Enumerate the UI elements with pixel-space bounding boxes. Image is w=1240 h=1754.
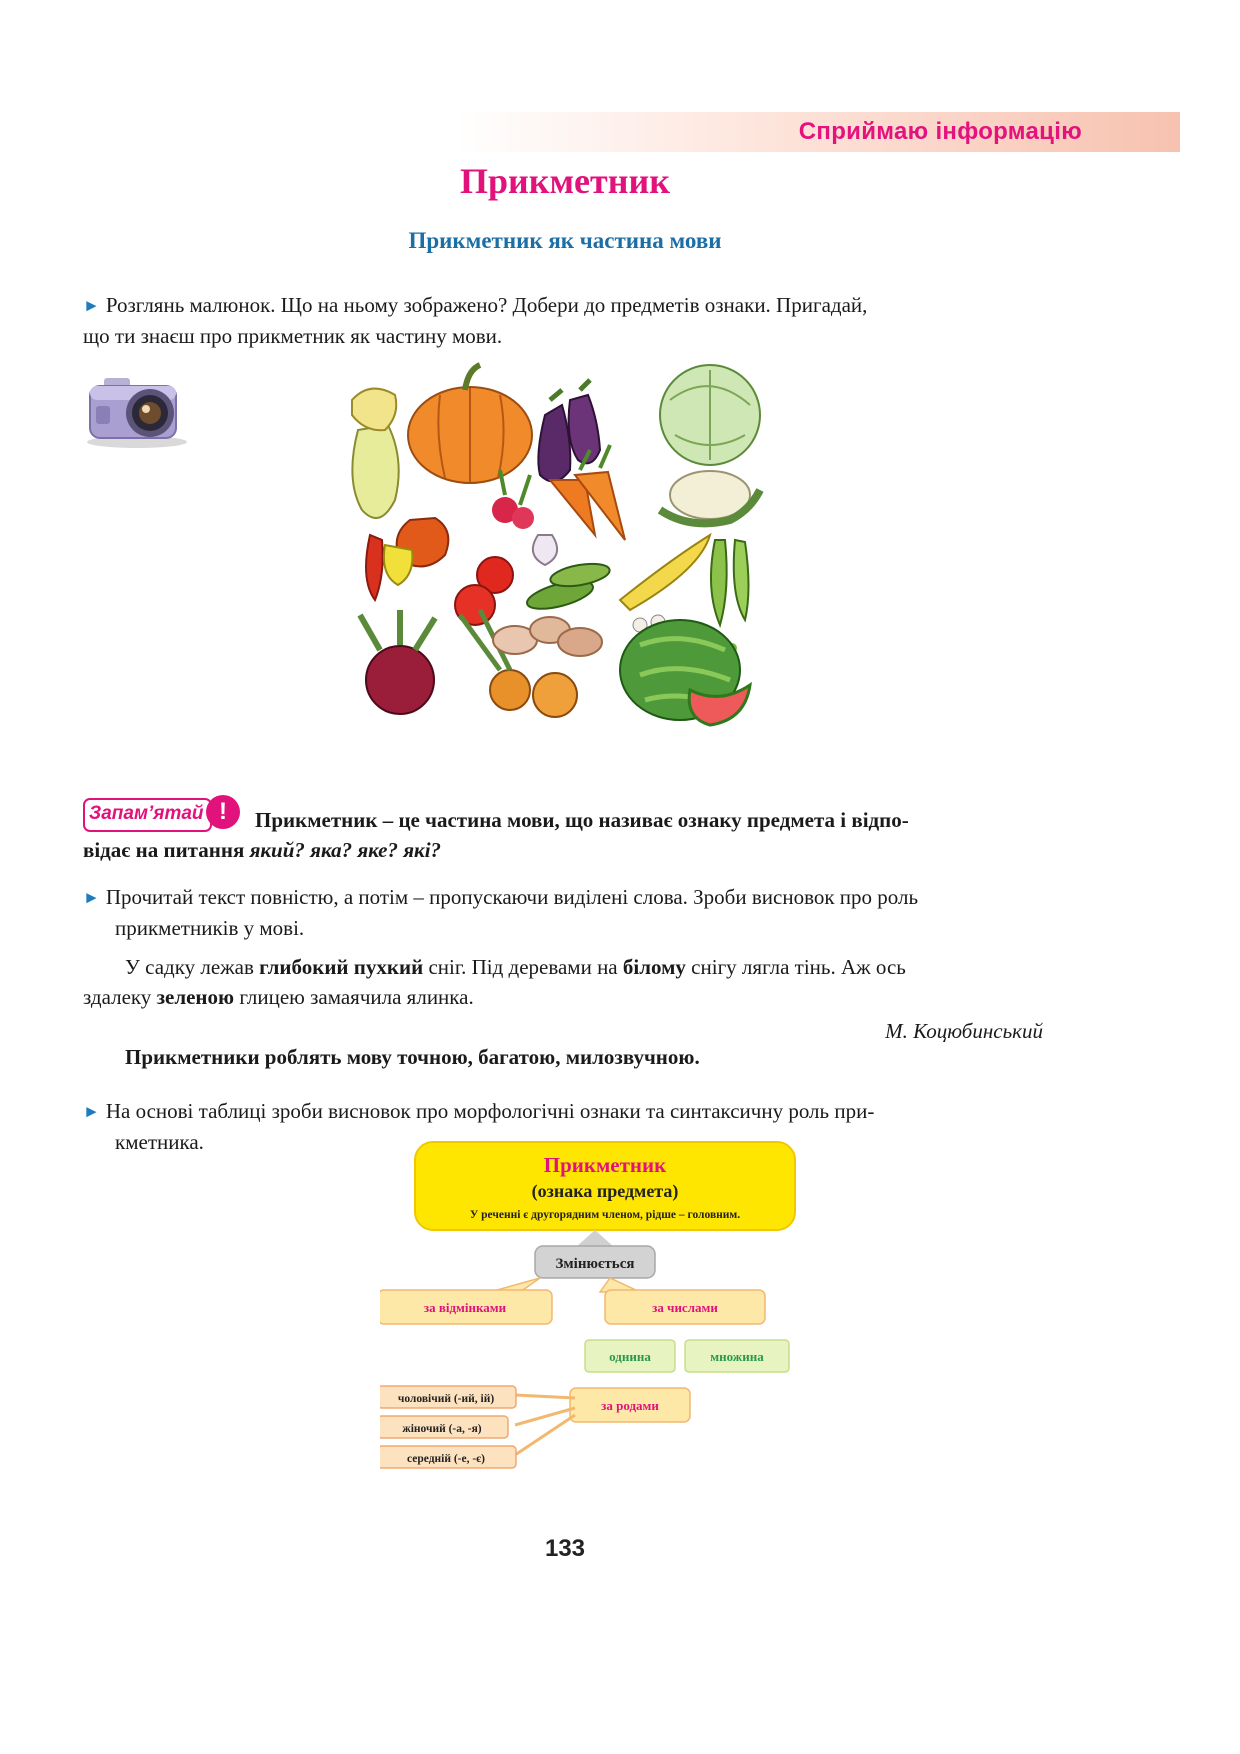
remember-label: Запам’ятай <box>83 798 212 832</box>
task-1-line-2: що ти знаєш про прикметник як частину мови. <box>83 324 503 348</box>
scheme-masculine: чоловічий (-ий, ій) <box>397 1393 495 1405</box>
scheme-singular: однина <box>609 1349 651 1364</box>
conclusion: Прикметники роблять мову точною, багатою, милозвучною. <box>125 1045 700 1069</box>
triangle-bullet-icon: ► <box>83 296 100 315</box>
scheme-subtitle: (ознака предмета) <box>531 1181 679 1201</box>
task-2-line-2: прикметників у мові. <box>115 916 305 940</box>
section-ribbon <box>455 112 1180 152</box>
scheme-by-cases: за відмінками <box>423 1300 507 1315</box>
task-3-line-1: ► На основі таблиці зроби висновок про морфологічні ознаки та синтаксичну роль при- <box>83 1096 1043 1127</box>
page-subtitle: Прикметник як частина мови <box>408 228 722 253</box>
scheme-feminine: жіночий (-а, -я) <box>402 1423 482 1435</box>
watermelon-icon <box>620 620 750 725</box>
cauliflower-icon <box>660 471 760 523</box>
squash-icon <box>352 389 399 518</box>
pepper-icon <box>366 518 448 600</box>
bean-pods-icon <box>620 535 710 632</box>
exclamation-icon: ! <box>206 795 240 829</box>
pumpkin-icon <box>408 365 532 483</box>
vegetables-illustration <box>340 360 810 770</box>
literary-excerpt <box>83 952 1043 1046</box>
potato-icon <box>493 617 602 656</box>
eggplant-icon <box>538 380 600 481</box>
triangle-bullet-icon: ► <box>83 888 100 907</box>
cucumber-icon <box>524 560 611 614</box>
page-title: Прикметник <box>460 161 670 201</box>
scheme-changes: Змінюється <box>555 1256 635 1272</box>
task-1 <box>83 290 1043 351</box>
page-number: 133 <box>544 1535 586 1562</box>
rule-block <box>83 805 1043 865</box>
adjective-scheme <box>380 1140 810 1515</box>
garlic-icon <box>533 535 557 565</box>
scheme-neuter: середній (-е, -є) <box>407 1453 485 1465</box>
task-1-line-1: ► Розглянь малюнок. Що на ньому зображено? Добери до предметів ознаки. Пригадай, <box>83 290 1043 321</box>
rule-questions: який? яка? яке? які? <box>249 838 442 862</box>
task-2 <box>83 882 1043 943</box>
beet-icon <box>360 610 435 714</box>
scheme-plural: множина <box>710 1349 764 1364</box>
task-2-line-1: ► Прочитай текст повністю, а потім – пропускаючи виділені слова. Зроби висновок про роль <box>83 882 1043 913</box>
section-label: Сприймаю інформацію <box>798 118 1082 145</box>
cabbage-icon <box>660 365 760 465</box>
scheme-note: У реченні є другорядним членом, рідше – головним. <box>469 1209 741 1221</box>
triangle-bullet-icon: ► <box>83 1102 100 1121</box>
rule-line-2: відає на питання який? яка? яке? які? <box>83 838 442 862</box>
excerpt-line-2: здалеку зеленою глицею замаячила ялинка. <box>83 985 474 1009</box>
scheme-title: Прикметник <box>543 1153 667 1177</box>
camera-icon <box>82 370 200 450</box>
rule-line-1: Прикметник – це частина мови, що називає ознаку предмета і відпо- <box>255 808 909 832</box>
scheme-by-numbers: за числами <box>652 1300 718 1315</box>
excerpt-line-1: У садку лежав глибокий пухкий сніг. Під деревами на білому снігу лягла тінь. Аж ось <box>125 955 906 979</box>
task-3-line-2: кметника. <box>115 1130 204 1154</box>
scheme-by-genders: за родами <box>601 1398 659 1413</box>
excerpt-author: М. Коцюбинський <box>885 1019 1043 1043</box>
